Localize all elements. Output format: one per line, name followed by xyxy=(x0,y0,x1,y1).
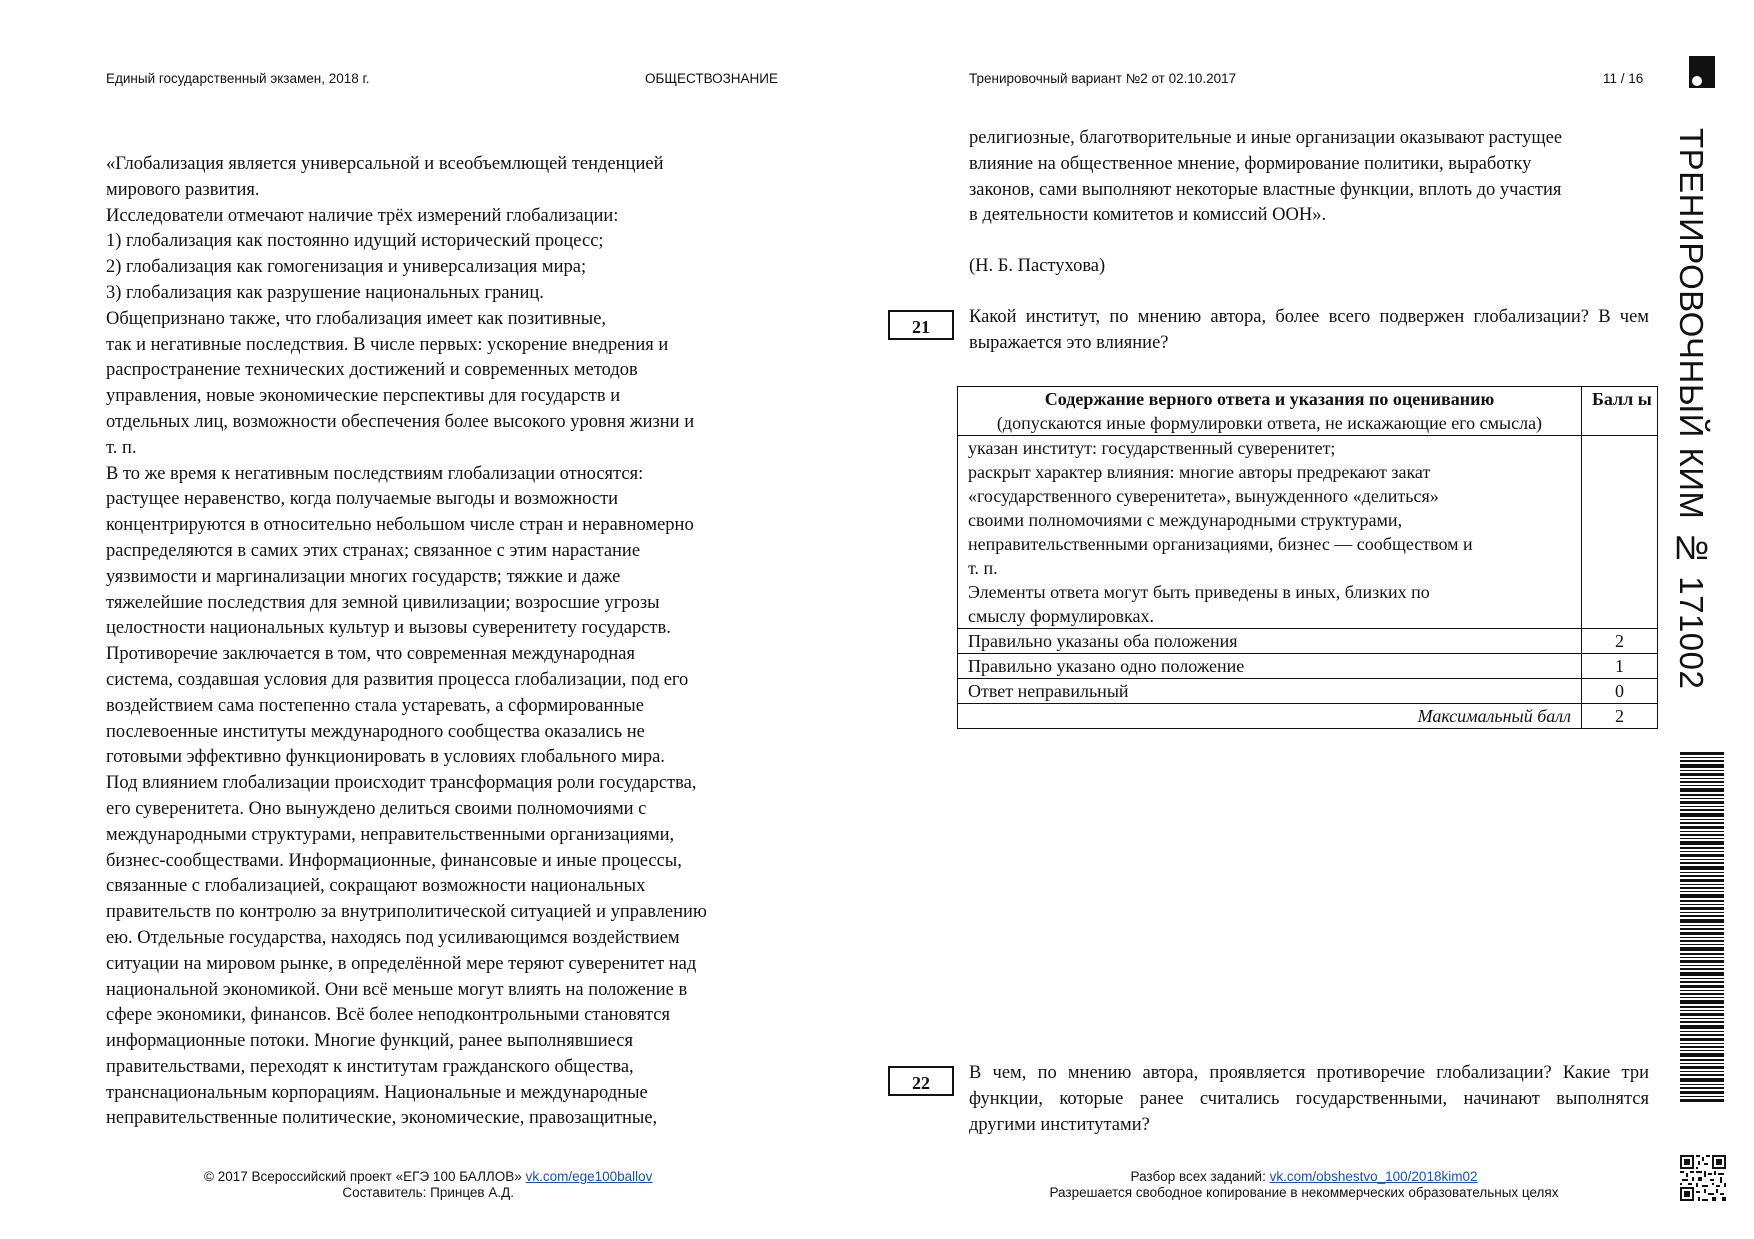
table-row-max xyxy=(958,704,1658,729)
answer-points-empty xyxy=(1582,436,1658,629)
question-22-text: В чем, по мнению автора, проявляется противоречие глобализации? Какие три функции, которые ранее считались государственными, начинают выполнятся другими институтами? xyxy=(969,1063,1649,1135)
footer-analysis-label: Разбор всех заданий: xyxy=(1130,1169,1266,1184)
source-text-right xyxy=(969,126,1669,229)
header-variant: Тренировочный вариант №2 от 02.10.2017 xyxy=(969,71,1237,86)
text-line: правительств по контролю за внутриполитической ситуацией и управлению xyxy=(106,902,707,923)
footer-vk-link[interactable]: vk.com/ege100ballov xyxy=(525,1169,653,1184)
footer-left xyxy=(204,1169,652,1201)
table-header-points: Балл ы xyxy=(1582,387,1658,436)
answer-content xyxy=(958,436,1582,629)
text-line: законов, сами выполняют некоторые властные функции, вплоть до участия xyxy=(969,179,1562,200)
text-line: Общепризнано также, что глобализация имеет как позитивные, xyxy=(106,308,607,329)
text-line: ситуации на мировом рынке, в определённой мере теряют суверенитет над xyxy=(106,953,697,974)
header-exam-title: Единый государственный экзамен, 2018 г. xyxy=(106,71,370,86)
answer-line: неправительственными организациями, бизнес — сообществом и xyxy=(968,534,1473,554)
row-label: Ответ неправильный xyxy=(958,679,1582,704)
text-line: 2) глобализация как гомогенизация и универсализация мира; xyxy=(106,257,587,278)
text-line: система, создавшая условия для развития процесса глобализации, под его xyxy=(106,669,689,690)
row-label: Правильно указано одно положение xyxy=(958,654,1582,679)
text-line: информационные потоки. Многие функций, ранее выполнявшиеся xyxy=(106,1031,633,1052)
grading-table xyxy=(957,386,1658,729)
answer-line: «государственного суверенитета», вынужденного «делиться» xyxy=(968,486,1439,506)
side-kim-title: ТРЕНИРОВОЧНЫЙ КИМ № 171002 xyxy=(1673,128,1710,690)
text-line: ею. Отдельные государства, находясь под усиливающимся воздействием xyxy=(106,927,680,948)
footer-right-line1 xyxy=(1028,1169,1580,1185)
footer-author: Составитель: Принцев А.Д. xyxy=(342,1185,515,1200)
header-subject: ОБЩЕСТВОЗНАНИЕ xyxy=(645,71,778,86)
text-line: распределяются в самих этих странах; связанное с этим нарастание xyxy=(106,540,641,561)
text-line: концентрируются в относительно небольшом числе стран и неравномерно xyxy=(106,515,694,536)
footer-right xyxy=(1028,1169,1580,1201)
max-score-points: 2 xyxy=(1582,704,1658,729)
table-header-content xyxy=(958,387,1582,436)
text-line: 1) глобализация как постоянно идущий исторический процесс; xyxy=(106,231,604,252)
text-line: влияние на общественное мнение, формирование политики, выработку xyxy=(969,153,1532,174)
source-author: (Н. Б. Пастухова) xyxy=(969,256,1106,276)
text-line: Исследователи отмечают наличие трёх измерений глобализации: xyxy=(106,205,619,226)
text-line: целостности национальных культур и вызовы суверенитету государств. xyxy=(106,618,671,639)
text-line: связанные с глобализацией, сокращают возможности национальных xyxy=(106,876,646,897)
corner-dot-icon xyxy=(1692,76,1702,86)
question-21-text: Какой институт, по мнению автора, более всего подвержен глобализации? В чем выражается это влияние? xyxy=(969,307,1649,353)
text-line: национальной экономикой. Они всё меньше могут влиять на положение в xyxy=(106,979,688,1000)
source-text-left xyxy=(106,152,806,1132)
table-header-row xyxy=(958,387,1658,436)
text-line: воздействием сама постепенно стала устаревать, а сформированные xyxy=(106,695,644,716)
text-line: неправительственные политические, экономические, правозащитные, xyxy=(106,1108,658,1129)
answer-line: указан институт: государственный суверенитет; xyxy=(968,438,1336,458)
answer-line: своими полномочиями с международными структурами, xyxy=(968,510,1403,530)
text-line: «Глобализация является универсальной и всеобъемлющей тенденцией xyxy=(106,154,664,174)
row-label: Правильно указаны оба положения xyxy=(958,629,1582,654)
text-line: уязвимости и маргинализации многих государств; тяжкие и даже xyxy=(106,566,621,587)
question-22-number: 22 xyxy=(888,1066,954,1096)
text-line: Под влиянием глобализации происходит трансформация роли государства, xyxy=(106,773,697,794)
text-line: тяжелейшие последствия для земной цивилизации; возросшие угрозы xyxy=(106,592,660,613)
text-line: бизнес-сообществами. Информационные, финансовые и иные процессы, xyxy=(106,850,682,871)
text-line: мирового развития. xyxy=(106,179,260,200)
text-line: международными структурами, неправительственными организациями, xyxy=(106,824,675,845)
row-points: 1 xyxy=(1582,654,1658,679)
text-line: транснациональным корпорациям. Национальные и международные xyxy=(106,1082,648,1103)
footer-analysis-link[interactable]: vk.com/obshestvo_100/2018kim02 xyxy=(1269,1169,1478,1184)
text-line: 3) глобализация как разрушение национальных границ. xyxy=(106,282,544,303)
max-score-label: Максимальный балл xyxy=(958,704,1582,729)
table-row xyxy=(958,679,1658,704)
table-row-answer xyxy=(958,436,1658,629)
text-line: Противоречие заключается в том, что современная международная xyxy=(106,644,636,665)
header-page-number: 11 / 16 xyxy=(1603,71,1644,86)
answer-line: Элементы ответа могут быть приведены в иных, близких по xyxy=(968,582,1430,602)
text-line: послевоенные институты международного сообщества оказались не xyxy=(106,721,645,742)
qr-code-icon xyxy=(1680,1155,1726,1201)
text-line: сфере экономики, финансов. Всё более неподконтрольными становятся xyxy=(106,1005,670,1026)
text-line: религиозные, благотворительные и иные организации оказывают растущее xyxy=(969,128,1563,148)
answer-line: раскрыт характер влияния: многие авторы предрекают закат xyxy=(968,462,1431,482)
text-line: готовыми эффективно функционировать в условиях глобального мира. xyxy=(106,747,665,768)
text-line: растущее неравенство, когда получаемые выгоды и возможности xyxy=(106,489,619,510)
row-points: 0 xyxy=(1582,679,1658,704)
text-line: распространение технических достижений и современных методов xyxy=(106,360,638,381)
text-line: его суверенитета. Оно вынуждено делиться своими полномочиями с xyxy=(106,798,647,819)
table-row xyxy=(958,629,1658,654)
table-row xyxy=(958,654,1658,679)
table-header-subtitle: (допускаются иные формулировки ответа, не искажающие его смысла) xyxy=(996,413,1543,433)
text-line: управления, новые экономические перспективы для государств и xyxy=(106,386,621,407)
text-line: правительствами, переходят к институтам гражданского общества, xyxy=(106,1056,634,1077)
table-header-title: Содержание верного ответа и указания по оцениванию xyxy=(1044,389,1495,409)
barcode-icon xyxy=(1680,752,1724,1102)
footer-left-line1 xyxy=(204,1169,652,1185)
answer-line: смыслу формулировках. xyxy=(968,606,1155,626)
text-line: В то же время к негативным последствиям глобализации относятся: xyxy=(106,463,644,484)
text-line: в деятельности комитетов и комиссий ООН». xyxy=(969,205,1327,226)
text-line: так и негативные последствия. В числе первых: ускорение внедрения и xyxy=(106,334,669,355)
text-line: т. п. xyxy=(106,437,137,458)
answer-line: т. п. xyxy=(968,558,998,578)
footer-copy-note: Разрешается свободное копирование в некоммерческих образовательных целях xyxy=(1049,1185,1559,1200)
question-21-number: 21 xyxy=(888,310,954,340)
text-line: отдельных лиц, возможности обеспечения более высокого уровня жизни и xyxy=(106,411,695,432)
footer-copyright: © 2017 Всероссийский проект «ЕГЭ 100 БАЛЛОВ» xyxy=(204,1169,522,1184)
row-points: 2 xyxy=(1582,629,1658,654)
